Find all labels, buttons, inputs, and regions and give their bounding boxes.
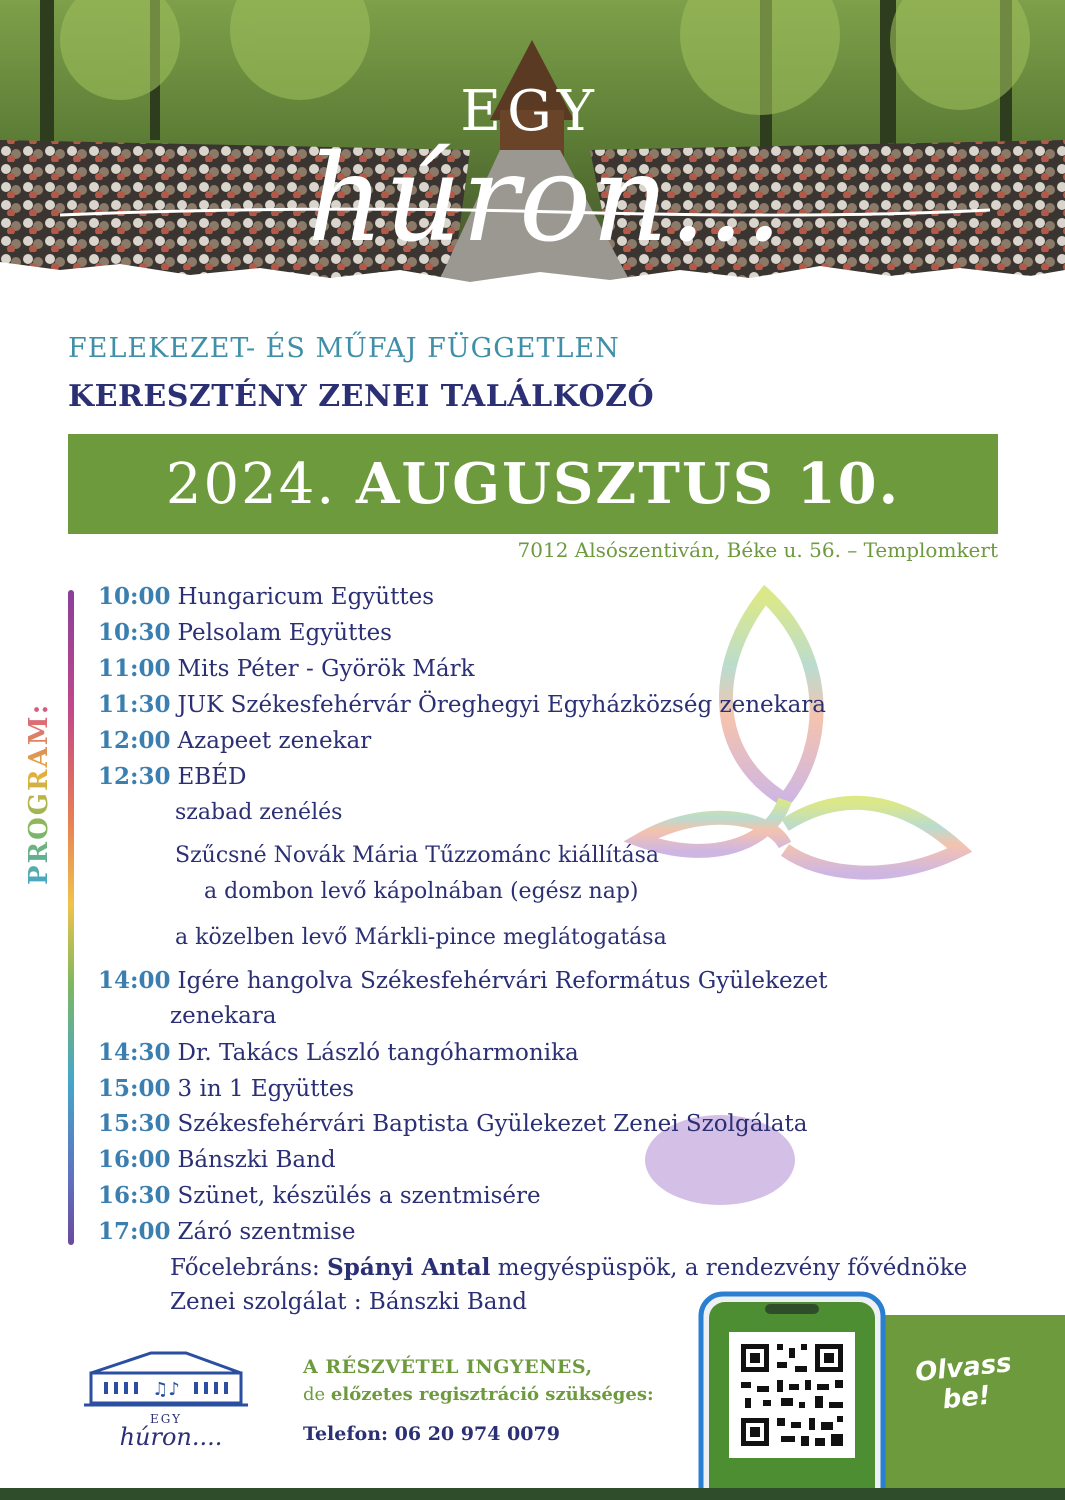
- program-text: EBÉD: [177, 764, 247, 790]
- music-service-line: Zenei szolgálat : Bánszki Band: [170, 1289, 528, 1315]
- program-text: Székesfehérvári Baptista Gyülekezet Zenei Szolgálata: [177, 1111, 808, 1137]
- program-time: 12:00: [98, 727, 171, 754]
- program-item-1400: [98, 967, 828, 994]
- program-item-1600: [98, 1146, 336, 1173]
- date-year: 2024.: [165, 452, 337, 517]
- venue-address: 7012 Alsószentiván, Béke u. 56. – Templomkert: [517, 538, 998, 562]
- subtitle-line-2: KERESZTÉNY ZENEI TALÁLKOZÓ: [68, 379, 655, 414]
- date-day-month: AUGUSZTUS 10.: [356, 451, 901, 517]
- program-item-1100: [98, 655, 475, 682]
- program-item-1530: [98, 1110, 807, 1137]
- program-item-1500: [98, 1075, 354, 1102]
- program-time: 10:00: [98, 583, 171, 610]
- program-text: Szünet, készülés a szentmisére: [177, 1183, 541, 1209]
- footer-logo: [66, 1345, 266, 1455]
- registration-required: előzetes regisztráció szükséges:: [330, 1384, 654, 1405]
- program-item-1130: [98, 691, 826, 718]
- registration-prefix: de: [303, 1384, 326, 1405]
- program-time: 10:30: [98, 619, 171, 646]
- lunch-note-exhibition: Szűcsné Novák Mária Tűzzománc kiállítása: [175, 843, 659, 868]
- program-item-1430: [98, 1039, 579, 1066]
- program-item-1400-continuation: zenekara: [170, 1003, 277, 1029]
- program-text: Mits Péter - Györök Márk: [177, 656, 475, 682]
- program-item-1200: [98, 727, 371, 754]
- program-time: 14:00: [98, 967, 171, 994]
- scan-line-2: be!: [941, 1380, 993, 1416]
- footer-logo-script: húron....: [119, 1423, 223, 1451]
- logo-top-text: EGY: [460, 79, 600, 144]
- phone-line: [303, 1423, 560, 1445]
- program-text: JUK Székesfehérvár Öreghegyi Egyházközség zenekara: [177, 692, 827, 718]
- program-time: 12:30: [98, 763, 171, 790]
- program-timeline-bar: [68, 590, 74, 1245]
- program-time: 16:30: [98, 1182, 171, 1209]
- program-text: Igére hangolva Székesfehérvári Református Gyülekezet: [177, 968, 828, 994]
- program-text: Pelsolam Együttes: [177, 620, 392, 646]
- footer-logo-top: EGY: [149, 1412, 183, 1426]
- phone-number[interactable]: 06 20 974 0079: [394, 1423, 560, 1445]
- scan-callout: [902, 1347, 1028, 1419]
- lunch-note-free-music: szabad zenélés: [175, 800, 343, 825]
- program-time: 14:30: [98, 1039, 171, 1066]
- program-time: 15:30: [98, 1110, 171, 1137]
- lunch-note-cellar: a közelben levő Márkli-pince meglátogatása: [175, 925, 667, 950]
- date-banner: [68, 434, 998, 534]
- music-note-leaf-decoration: [560, 585, 1020, 1245]
- event-date: [68, 434, 998, 534]
- celebrant-prefix: Főcelebráns:: [170, 1255, 320, 1281]
- phone-with-qr-code: [697, 1290, 887, 1500]
- celebrant-line: [170, 1254, 967, 1281]
- program-item-1230: [98, 763, 246, 790]
- program-item-1030: [98, 619, 392, 646]
- free-entry-text: A RÉSZVÉTEL INGYENES,: [303, 1356, 593, 1378]
- program-item-1630: [98, 1182, 541, 1209]
- celebrant-name: Spányi Antal: [327, 1254, 491, 1281]
- registration-text: [303, 1384, 654, 1405]
- program-time: 17:00: [98, 1218, 171, 1245]
- hero-photo: [0, 0, 1065, 300]
- scan-line-1: Olvass: [913, 1348, 1013, 1389]
- program-text: 3 in 1 Együttes: [177, 1076, 355, 1102]
- program-time: 15:00: [98, 1075, 171, 1102]
- program-text: Záró szentmise: [177, 1219, 356, 1245]
- bottom-strip: [0, 1488, 1065, 1500]
- celebrant-suffix: megyéspüspök, a rendezvény fővédnöke: [497, 1255, 968, 1281]
- program-text: Bánszki Band: [177, 1147, 336, 1173]
- program-text: Hungaricum Együttes: [177, 584, 435, 610]
- svg-text:♫♪: ♫♪: [152, 1379, 180, 1400]
- program-label: PROGRAM:: [24, 702, 54, 885]
- program-time: 11:30: [98, 691, 171, 718]
- phone-label: Telefon:: [303, 1423, 389, 1445]
- program-text: Dr. Takács László tangóharmonika: [177, 1040, 579, 1066]
- program-item-1700: [98, 1218, 356, 1245]
- lunch-note-chapel: a dombon levő kápolnában (egész nap): [204, 879, 639, 904]
- program-text: Azapeet zenekar: [177, 728, 372, 754]
- logo-script-text: húron...: [307, 130, 783, 269]
- program-time: 16:00: [98, 1146, 171, 1173]
- program-item-1000: [98, 583, 434, 610]
- subtitle-line-1: FELEKEZET- ÉS MŰFAJ FÜGGETLEN: [68, 333, 620, 364]
- program-time: 11:00: [98, 655, 171, 682]
